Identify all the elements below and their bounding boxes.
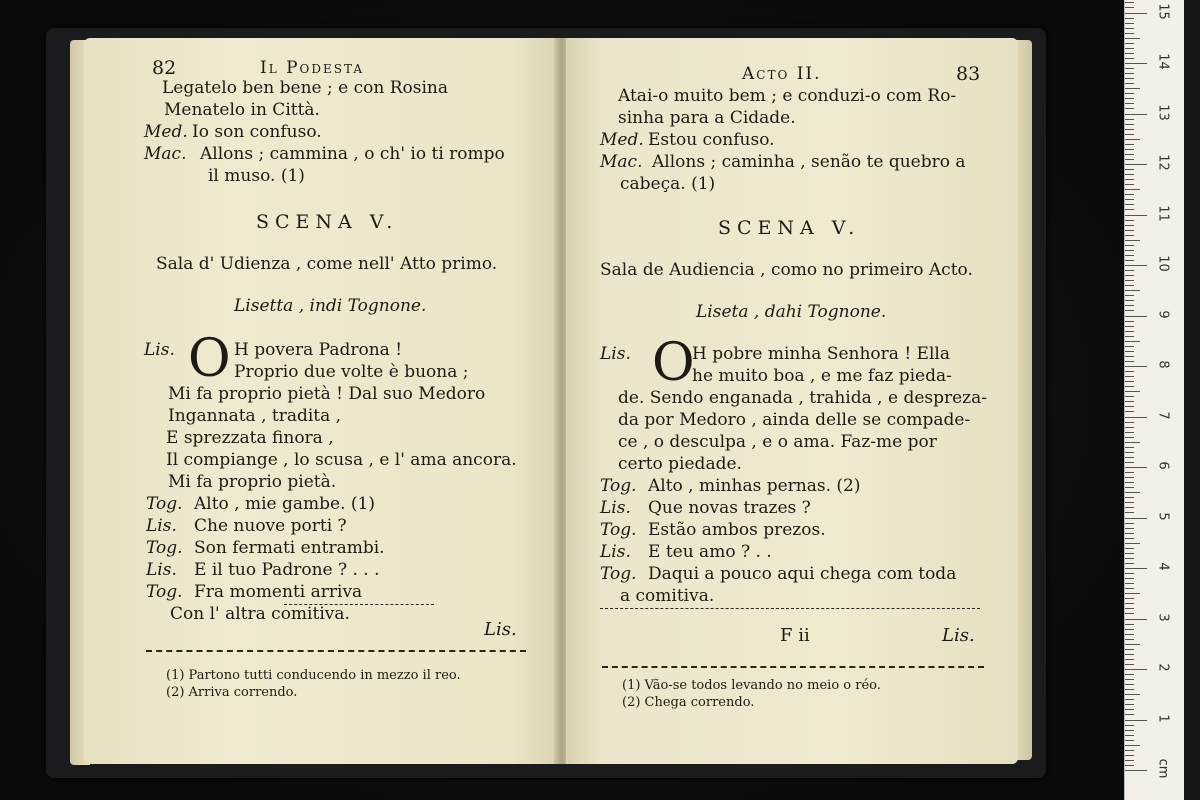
ruler-tick [1125,220,1134,221]
right-line-5: cabeça. (1) [620,174,716,194]
ruler-label: 15 [1155,2,1171,20]
ruler-tick [1125,487,1134,488]
ruler-tick [1125,588,1134,589]
ruler-label: 13 [1155,103,1171,121]
left-dialogue-text-4: E il tuo Padrone ? . . . [194,560,380,580]
right-line-2: sinha para a Cidade. [618,108,796,128]
ruler-tick [1125,63,1147,64]
ruler-tick [1125,351,1134,352]
ruler-tick [1125,33,1134,34]
ruler-tick [1125,659,1134,660]
ruler-tick [1125,250,1134,251]
right-dialogue-speaker-3: Tog. [600,520,637,540]
ruler-tick [1125,507,1134,508]
ruler-tick [1125,664,1134,665]
left-running-head: Il Podesta [260,58,364,78]
right-characters: Liseta , dahi Tognone. [696,302,887,322]
ruler-tick [1125,452,1134,453]
ruler-label: 10 [1155,255,1171,272]
ruler-tick [1125,255,1134,256]
left-line-3: Io son confuso. [192,122,322,142]
ruler-tick [1125,679,1134,680]
ruler-tick [1125,184,1134,185]
ruler-tick [1125,714,1134,715]
ruler-tick [1125,502,1134,503]
ruler-tick [1125,23,1134,24]
ruler-tick [1125,88,1140,89]
ruler-tick [1125,371,1134,372]
ruler-tick [1125,391,1140,392]
left-line-5: il muso. (1) [208,166,305,186]
right-dialogue-speaker-4: Lis. [600,542,631,562]
ruler-tick [1125,164,1147,165]
ruler-tick [1125,225,1134,226]
ruler-label: cm [1155,758,1171,779]
ruler-tick [1125,230,1134,231]
right-footnote-rule [602,666,984,668]
left-dialogue-speaker-2: Lis. [146,516,177,536]
ruler-tick [1125,280,1134,281]
right-lis-line-4: da por Medoro , ainda delle se compade- [618,410,971,430]
right-running-head: Acto II. [742,64,822,84]
ruler-tick [1125,43,1134,44]
ruler-tick [1125,603,1134,604]
ruler-tick [1125,704,1134,705]
ruler-tick [1125,750,1134,751]
ruler-tick [1125,613,1134,614]
ruler-tick [1125,53,1134,54]
left-dialogue-text-5: Fra momenti arriva [194,582,363,602]
ruler-tick [1125,725,1134,726]
ruler-tick [1125,28,1134,29]
ruler-tick [1125,406,1134,407]
ruler-tick [1125,7,1134,8]
ruler-tick [1125,108,1134,109]
ruler-tick [1125,411,1134,412]
ruler-tick [1125,477,1134,478]
ruler-tick [1125,497,1134,498]
ruler-tick [1125,18,1134,19]
left-lis-line-4: Ingannata , tradita , [168,406,342,426]
ruler-label: 8 [1155,360,1171,369]
ruler-tick [1125,472,1134,473]
ruler-tick [1125,260,1134,261]
right-dialogue-speaker-5: Tog. [600,564,637,584]
ruler-tick [1125,78,1134,79]
ruler-tick [1125,528,1134,529]
ruler-tick [1125,447,1134,448]
right-catchword: Lis. [942,625,975,646]
left-lis-line-6: Il compiange , lo scusa , e l' ama ancora. [166,450,517,470]
left-drop-cap: O [188,329,231,389]
left-dialogue-speaker-1: Tog. [146,494,183,514]
ruler-tick [1125,462,1134,463]
left-lis-line-1: H povera Padrona ! [234,340,403,360]
left-footnote-1: (1) Partono tutti conducendo in mezzo il reo. [166,668,461,683]
ruler-tick [1125,204,1134,205]
right-drop-cap: O [652,333,695,393]
right-dialogue-text-2: Que novas trazes ? [648,498,811,518]
right-footnote-1: (1) Vão-se todos levando no meio o réo. [622,678,881,693]
ruler-tick [1125,326,1134,327]
ruler-tick [1125,174,1134,175]
ruler-tick [1125,624,1134,625]
right-footnote-2: (2) Chega correndo. [622,695,755,710]
ruler-tick [1125,129,1134,130]
ruler-label: 5 [1155,511,1171,521]
left-line-2: Menatelo in Città. [164,100,320,120]
left-lis-line-2: Proprio due volte è buona ; [234,362,469,382]
ruler-label: 2 [1155,663,1171,672]
ruler-tick [1125,154,1134,155]
ruler-tick [1125,437,1134,438]
ruler-tick [1125,598,1134,599]
left-lis-line-5: E sprezzata finora , [166,428,334,448]
right-dialogue-text-4: E teu amo ? . . [648,542,772,562]
ruler-tick [1125,649,1134,650]
ruler-tick [1125,139,1140,140]
ruler-tick [1125,149,1134,150]
ruler-tick [1125,275,1134,276]
right-line-4: Allons ; caminha , senão te quebro a [652,152,966,172]
ruler-tick [1125,558,1134,559]
ruler-tick [1125,124,1134,125]
ruler-tick [1125,760,1134,761]
ruler-tick [1125,533,1134,534]
ruler-tick [1125,674,1134,675]
ruler-label: 11 [1155,204,1171,222]
ruler-tick [1125,608,1134,609]
ruler-tick [1125,356,1134,357]
right-text-rule [600,608,980,609]
ruler-tick [1125,73,1134,74]
left-line-1: Legatelo ben bene ; e con Rosina [162,78,448,98]
ruler-tick [1125,98,1134,99]
ruler-tick [1125,583,1134,584]
ruler-tick [1125,709,1134,710]
ruler-tick [1125,169,1134,170]
left-line-4: Allons ; cammina , o ch' io ti rompo [200,144,505,164]
ruler-tick [1125,199,1134,200]
left-dialogue-speaker-5: Tog. [146,582,183,602]
ruler-tick [1125,730,1134,731]
ruler-tick [1125,194,1134,195]
ruler-tick [1125,134,1134,135]
left-characters: Lisetta , indi Tognone. [234,296,427,316]
left-catchword: Lis. [484,619,517,640]
right-page-number: 83 [956,63,981,85]
ruler-tick [1125,235,1134,236]
ruler-tick [1125,568,1147,569]
ruler-tick [1125,38,1140,39]
right-dialogue-text-5: Daqui a pouco aqui chega com toda [648,564,957,584]
right-dialogue-text-3: Estão ambos prezos. [648,520,826,540]
left-lis-line-7: Mi fa proprio pietà. [168,472,337,492]
right-speaker-lis: Lis. [600,344,631,364]
ruler-tick [1125,619,1147,620]
left-speaker-lis: Lis. [144,340,175,360]
right-setting: Sala de Audiencia , como no primeiro Acto. [600,260,973,280]
ruler-tick [1125,694,1140,695]
ruler-label: 4 [1155,562,1171,571]
ruler-tick [1125,720,1147,721]
left-page [84,38,560,764]
ruler-tick [1125,119,1134,120]
left-last-line: Con l' altra comitiva. [170,604,350,624]
ruler-tick [1125,639,1134,640]
ruler-tick [1125,644,1140,645]
ruler-tick [1125,321,1134,322]
ruler-tick [1125,578,1134,579]
left-speaker-mac: Mac. [144,144,187,164]
ruler-tick [1125,300,1134,301]
ruler-tick [1125,765,1134,766]
ruler-tick [1125,310,1134,311]
left-dialogue-text-3: Son fermati entrambi. [194,538,385,558]
ruler-tick [1125,361,1134,362]
ruler-tick [1125,144,1134,145]
ruler-tick [1125,245,1134,246]
ruler-tick [1125,331,1134,332]
ruler-tick [1125,316,1147,317]
ruler-label: 12 [1155,154,1171,171]
ruler-label: 7 [1155,410,1171,420]
ruler-tick [1125,629,1134,630]
left-speaker-med: Med. [144,122,188,142]
right-lis-line-6: certo piedade. [618,454,742,474]
ruler-tick [1125,189,1140,190]
ruler-tick [1125,538,1134,539]
ruler-tick [1125,593,1140,594]
ruler-edge [1184,0,1200,800]
left-dialogue-speaker-3: Tog. [146,538,183,558]
ruler-tick [1125,48,1134,49]
left-page-number: 82 [152,57,177,79]
left-dialogue-text-1: Alto , mie gambe. (1) [194,494,375,514]
ruler-tick [1125,442,1140,443]
ruler-tick [1125,114,1147,115]
measurement-ruler [1124,0,1185,800]
right-line-1: Atai-o muito bem ; e conduzi-o com Ro- [618,86,957,106]
ruler-tick [1125,2,1134,3]
ruler-tick [1125,422,1134,423]
left-dialogue-speaker-4: Lis. [146,560,177,580]
ruler-tick [1125,654,1134,655]
ruler-tick [1125,457,1134,458]
ruler-tick [1125,305,1134,306]
left-lis-line-3: Mi fa proprio pietà ! Dal suo Medoro [168,384,486,404]
ruler-tick [1125,346,1134,347]
ruler-tick [1125,240,1140,241]
ruler-tick [1125,366,1147,367]
left-footnote-rule [146,650,526,652]
ruler-tick [1125,735,1134,736]
ruler-tick [1125,417,1147,418]
ruler-tick [1125,179,1134,180]
ruler-tick [1125,467,1147,468]
ruler-tick [1125,553,1134,554]
right-signature-mark: F ii [780,625,810,646]
ruler-tick [1125,341,1140,342]
ruler-tick [1125,492,1140,493]
left-dialogue-text-2: Che nuove porti ? [194,516,347,536]
ruler-tick [1125,209,1134,210]
left-scene-title: SCENA V. [256,211,399,233]
ruler-tick [1125,265,1147,266]
right-dialogue-speaker-1: Tog. [600,476,637,496]
ruler-tick [1125,755,1134,756]
ruler-tick [1125,58,1134,59]
ruler-tick [1125,432,1134,433]
ruler-tick [1125,669,1147,670]
ruler-tick [1125,543,1140,544]
ruler-tick [1125,68,1134,69]
ruler-tick [1125,573,1134,574]
ruler-tick [1125,699,1134,700]
ruler-tick [1125,290,1140,291]
ruler-tick [1125,83,1134,84]
ruler-tick [1125,13,1147,14]
ruler-tick [1125,215,1147,216]
ruler-tick [1125,563,1134,564]
left-text-rule [284,604,434,605]
right-lis-line-1: H pobre minha Senhora ! Ella [692,344,950,364]
ruler-tick [1125,381,1134,382]
right-lis-line-5: ce , o desculpa , e o ama. Faz-me por [618,432,937,452]
ruler-tick [1125,295,1134,296]
ruler-tick [1125,93,1134,94]
right-dialogue-speaker-2: Lis. [600,498,631,518]
right-dialogue-text-1: Alto , minhas pernas. (2) [648,476,861,496]
ruler-label: 14 [1155,53,1171,70]
ruler-label: 6 [1155,461,1171,470]
ruler-tick [1125,634,1134,635]
ruler-tick [1125,396,1134,397]
ruler-label: 1 [1155,713,1171,723]
ruler-tick [1125,401,1134,402]
ruler-tick [1125,518,1147,519]
left-setting: Sala d' Udienza , come nell' Atto primo. [156,254,498,274]
right-speaker-mac: Mac. [600,152,643,172]
ruler-tick [1125,740,1134,741]
right-page [566,38,1018,764]
ruler-tick [1125,770,1147,771]
ruler-tick [1125,285,1134,286]
right-lis-line-3: de. Sendo enganada , trahida , e despreza- [618,388,988,408]
right-line-3: Estou confuso. [648,130,775,150]
ruler-tick [1125,684,1134,685]
ruler-tick [1125,336,1134,337]
ruler-tick [1125,386,1134,387]
ruler-tick [1125,548,1134,549]
left-footnote-2: (2) Arriva correndo. [166,685,298,700]
ruler-label: 9 [1155,309,1171,319]
ruler-tick [1125,427,1134,428]
ruler-tick [1125,159,1134,160]
right-lis-line-2: he muito boa , e me faz pieda- [692,366,952,386]
ruler-tick [1125,103,1134,104]
right-speaker-med: Med. [600,130,644,150]
ruler-tick [1125,376,1134,377]
ruler-tick [1125,689,1134,690]
right-scene-title: SCENA V. [718,217,861,239]
ruler-tick [1125,482,1134,483]
ruler-tick [1125,745,1140,746]
ruler-tick [1125,512,1134,513]
ruler-tick [1125,523,1134,524]
ruler-tick [1125,270,1134,271]
right-last-line: a comitiva. [620,586,715,606]
ruler-label: 3 [1155,612,1171,622]
